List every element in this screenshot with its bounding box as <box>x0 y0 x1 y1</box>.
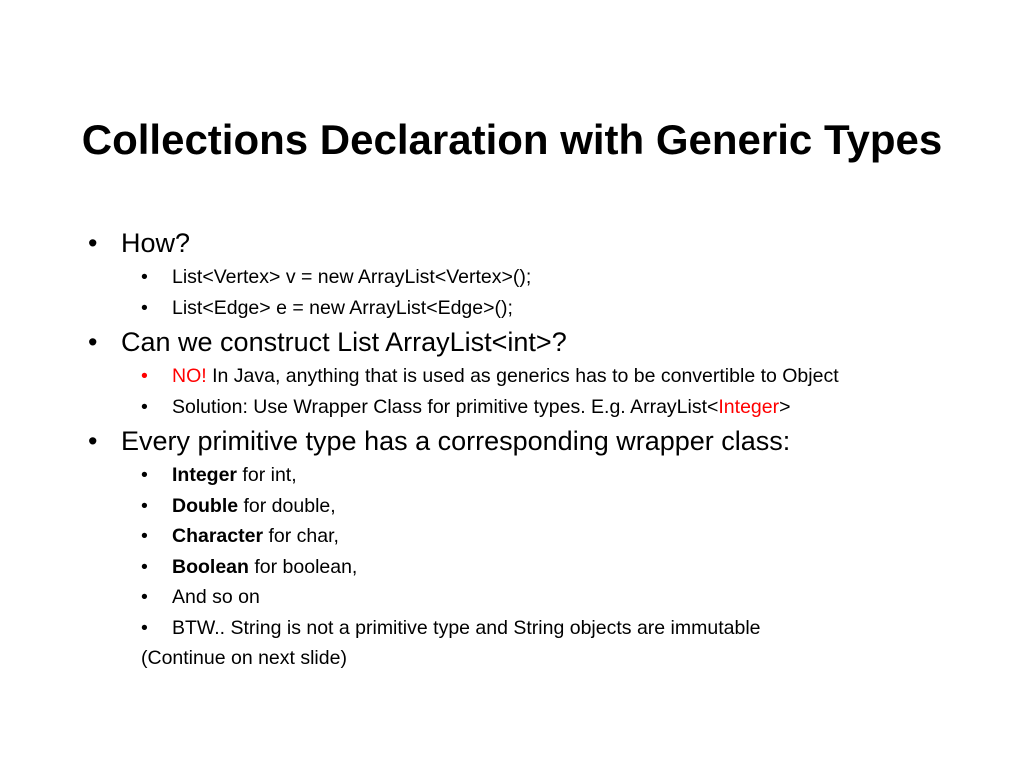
wrapper-desc: for char, <box>263 525 339 547</box>
wrapper-desc: for boolean, <box>248 555 358 578</box>
bullet-icon: • <box>141 525 148 547</box>
wrapper-name: Boolean <box>172 555 249 578</box>
wrapper-name: Integer <box>172 464 238 486</box>
sub-bullet-double <box>141 491 912 522</box>
btw-text: BTW.. String is not a primitive type and String objects are immutable <box>172 616 761 639</box>
sub-bullet-character <box>141 521 912 552</box>
bullet-icon: • <box>141 494 148 517</box>
sub-bullet-edge-list <box>141 293 912 324</box>
code-edge-list: List<Edge> e = new ArrayList<Edge>(); <box>172 296 513 319</box>
bullet-icon: • <box>141 296 148 319</box>
solution-highlight: Integer <box>718 395 780 418</box>
bullet-icon: • <box>88 327 98 357</box>
bullet-wrapper-classes <box>88 422 968 460</box>
sub-bullet-and-so-on <box>141 582 912 613</box>
continue-note: (Continue on next slide) <box>141 647 347 669</box>
solution-suffix: > <box>779 395 791 418</box>
bullet-icon: • <box>141 395 148 418</box>
slide-title: Collections Declaration with Generic Types <box>81 116 943 163</box>
and-so-on-text: And so on <box>172 586 260 608</box>
bullet-icon: • <box>141 464 148 486</box>
solution-text: Solution: Use Wrapper Class for primitive types. E.g. ArrayList< <box>172 395 719 418</box>
sub-bullet-boolean <box>141 552 912 583</box>
slide-body <box>88 224 968 674</box>
bullet-construct-question <box>88 323 968 361</box>
sub-bullet-solution <box>141 392 912 423</box>
code-vertex-list: List<Vertex> v = new ArrayList<Vertex>(); <box>172 266 532 288</box>
bullet-construct-question-text: Can we construct List ArrayList<int>? <box>121 327 567 357</box>
sub-bullet-vertex-list <box>141 262 912 293</box>
bullet-icon: • <box>88 228 98 258</box>
wrapper-name: Character <box>172 525 264 547</box>
wrapper-desc: for double, <box>238 494 336 517</box>
wrapper-desc: for int, <box>237 464 297 486</box>
sub-bullet-btw <box>141 613 912 644</box>
bullet-icon: • <box>141 555 148 578</box>
no-answer-explanation: In Java, anything that is used as generics has to be convertible to Object <box>206 365 839 387</box>
wrapper-name: Double <box>172 494 239 517</box>
sub-bullet-no-answer <box>141 361 912 392</box>
bullet-how <box>88 224 968 262</box>
bullet-wrapper-classes-text: Every primitive type has a corresponding wrapper class: <box>121 426 791 456</box>
bullet-icon: • <box>141 616 148 639</box>
bullet-how-text: How? <box>121 228 191 258</box>
bullet-icon: • <box>88 426 98 456</box>
no-answer-label: NO! <box>172 365 207 387</box>
bullet-icon: • <box>141 365 148 387</box>
bullet-icon: • <box>141 586 148 608</box>
sub-bullet-integer <box>141 460 912 491</box>
bullet-icon: • <box>141 266 148 288</box>
